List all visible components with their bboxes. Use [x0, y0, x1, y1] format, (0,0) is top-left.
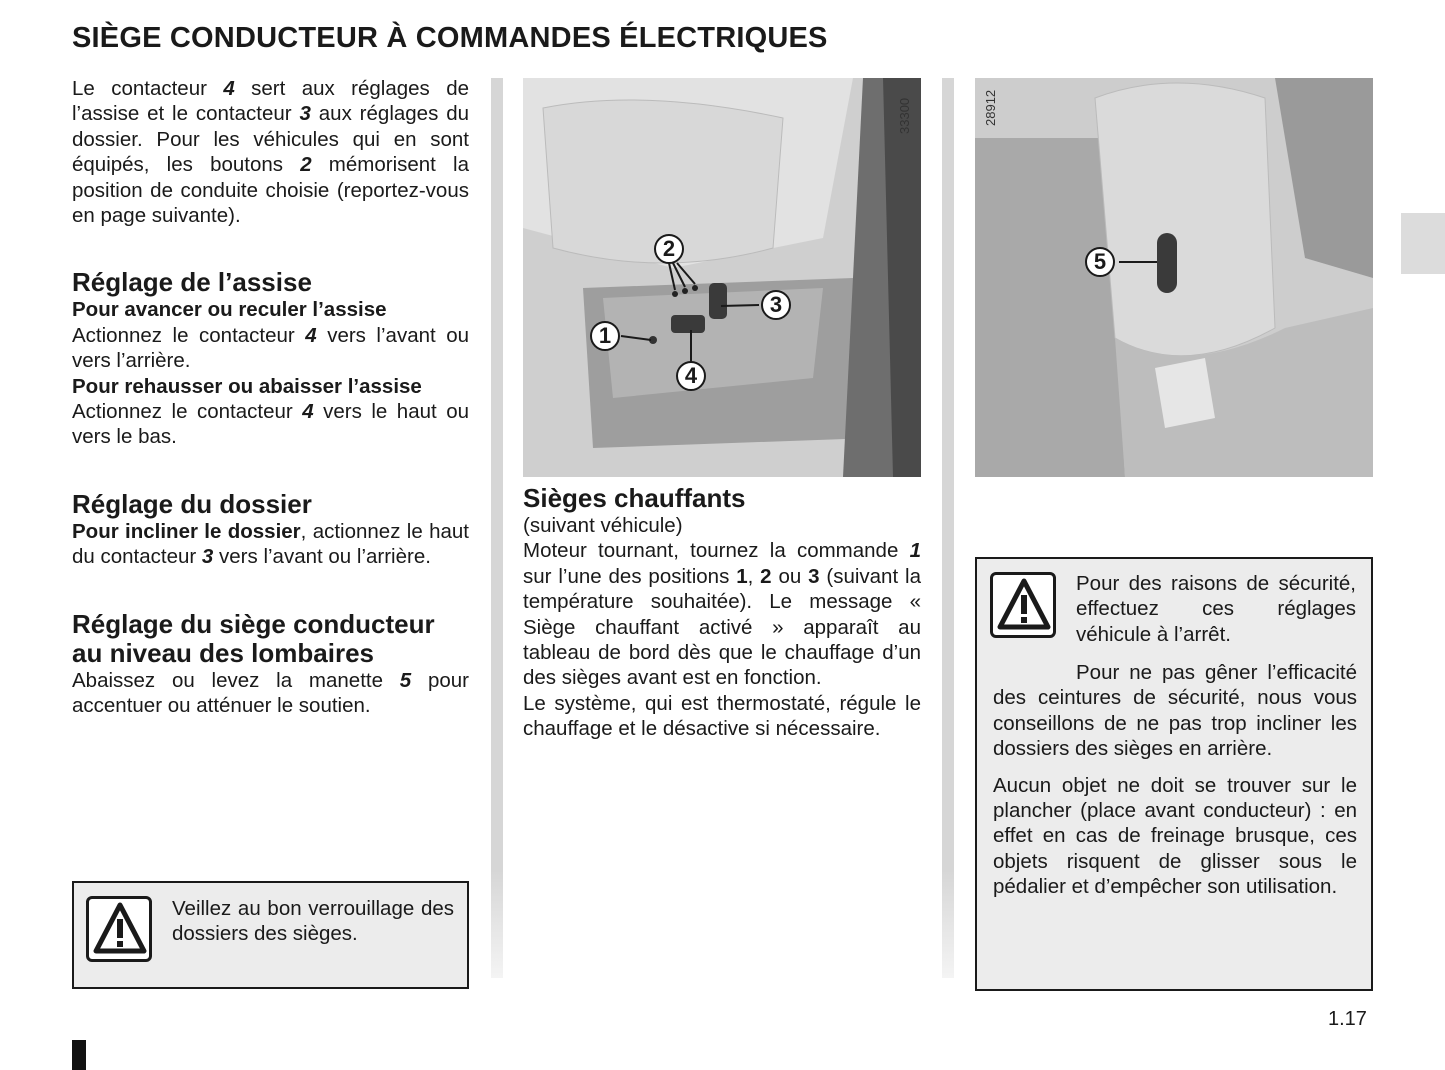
- image-code-33300: 33300: [897, 97, 912, 134]
- subheading-raise-lower: Pour rehausser ou abaisser l’assise: [72, 374, 422, 398]
- page-number: 1.17: [1328, 1008, 1367, 1030]
- text-backrest: Pour incliner le dossier, actionnez le haut du contacteur 3 vers l’avant ou l’arrière.: [72, 519, 469, 569]
- warning-right-text-2: Pour ne pas gêner l’efficacité des ceintures de sécurité, nous vous conseillons de ne pas trop incliner les dossiers des sièges en arrière.: [993, 661, 1357, 761]
- section-heading-heated-seats: Sièges chauffants: [523, 483, 746, 513]
- callout-4: 4: [676, 361, 706, 391]
- text-forward-back: Actionnez le contacteur 4 vers l’avant ou vers l’arrière.: [72, 323, 470, 373]
- warning-right-text-1: Pour des raisons de sécurité, effectuez ces réglages véhicule à l’arrêt.: [1076, 572, 1356, 646]
- lumbar-lever-illustration: [975, 78, 1373, 477]
- callout-5: 5: [1085, 247, 1115, 277]
- warning-box-right: [975, 557, 1373, 991]
- heated-seats-text-2: Le système, qui est thermostaté, régule le chauffage et le désactive si nécessaire.: [523, 691, 921, 741]
- warning-left-text: Veillez au bon verrouillage des dossiers des sièges.: [172, 897, 454, 946]
- callout-2: 2: [654, 234, 684, 264]
- warning-right-text-3: Aucun objet ne doit se trouver sur le plancher (place avant conducteur) : en effet en cas de freinage brusque, ces objets risquent de glisser sous le pédalier et d’empêcher son utilisation.: [993, 773, 1357, 899]
- column-divider: [942, 78, 954, 978]
- subheading-forward-back: Pour avancer ou reculer l’assise: [72, 298, 387, 322]
- column-left: [72, 76, 469, 719]
- section-heading-lumbar-2: au niveau des lombaires: [72, 637, 375, 668]
- section-heading-seat: Réglage de l’assise: [72, 267, 312, 298]
- intro-paragraph: Le contacteur 4 sert aux réglages de l’assise et le contacteur 3 aux réglages du dossier. Pour les véhicules qui en sont équipés, les boutons 2 mémorisent la position de conduite choisie (reportez-vous en page suivante).: [72, 77, 470, 228]
- chapter-tab: [1401, 213, 1445, 274]
- page-title: SIÈGE CONDUCTEUR À COMMANDES ÉLECTRIQUES: [72, 22, 828, 54]
- callout-1: 1: [590, 321, 620, 351]
- image-code-28912: 28912: [983, 89, 998, 126]
- column-middle: [523, 484, 921, 742]
- callout-3: 3: [761, 290, 791, 320]
- section-heading-backrest: Réglage du dossier: [72, 488, 312, 519]
- warning-triangle-icon: [86, 896, 152, 962]
- warning-triangle-icon: [990, 572, 1056, 638]
- page-edge-mark: [72, 1040, 86, 1070]
- seat-controls-photo: [523, 78, 921, 477]
- seat-controls-illustration: [523, 78, 921, 477]
- column-divider: [491, 78, 503, 978]
- section-heading-lumbar-1: Réglage du siège conducteur: [72, 608, 435, 639]
- heated-seats-text-1: Moteur tournant, tournez la commande 1 sur l’une des positions 1, 2 ou 3 (suivant la température souhaitée). Le message « Siège chauffant activé » apparaît au tableau de bord dès que le chauffage d’un des sièges avant est en fonction.: [523, 539, 921, 690]
- warning-box-left: [72, 881, 469, 989]
- lumbar-lever-photo: [975, 78, 1373, 477]
- heated-seats-note: (suivant véhicule): [523, 514, 683, 537]
- text-lumbar: Abaissez ou levez la manette 5 pour accentuer ou atténuer le soutien.: [72, 668, 469, 718]
- text-raise-lower: Actionnez le contacteur 4 vers le haut ou vers le bas.: [72, 400, 470, 449]
